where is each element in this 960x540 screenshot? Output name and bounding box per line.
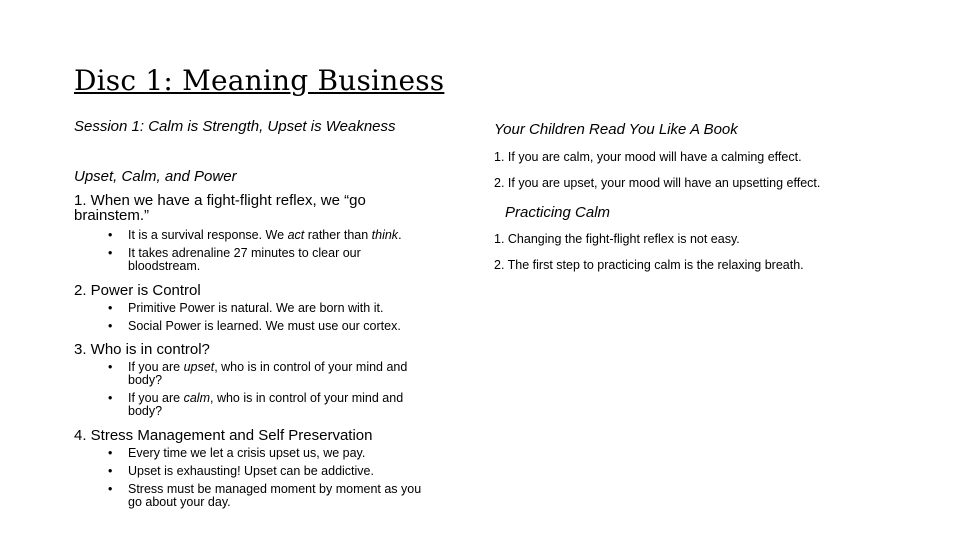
bullet-text: • It takes adrenaline 27 minutes to clear our (128, 246, 361, 260)
bullet-text: , who is in control of your mind and (214, 360, 408, 374)
bullet-text: body? (128, 404, 163, 418)
practicing-calm-heading: Practicing Calm (505, 204, 611, 221)
list-item: • Social Power is learned. We must use our cortex. (108, 320, 401, 333)
bullet-text: . (398, 228, 402, 242)
bullet-emphasis: calm (183, 391, 210, 405)
bullet-text: rather than (304, 228, 372, 242)
point-2-heading: 2. Power is Control (74, 282, 201, 299)
bullet-emphasis: act (287, 228, 305, 242)
point-2-bullets (108, 302, 401, 338)
session-subtitle: Session 1: Calm is Strength, Upset is Weakness (74, 118, 396, 135)
list-item (108, 247, 402, 273)
point-4-heading: 4. Stress Management and Self Preservation (74, 427, 373, 444)
section-subheading: Upset, Calm, and Power (74, 168, 237, 185)
right-item-1: 1. If you are calm, your mood will have a calming effect. (494, 150, 802, 164)
point-1-heading-line1: 1. When we have a fight-flight reflex, we “go (74, 192, 366, 209)
bullet-emphasis: think (371, 228, 399, 242)
bullet-text: It is a survival response. We (128, 228, 288, 242)
bullet-text: body? (128, 373, 163, 387)
list-item (108, 447, 421, 460)
list-item (108, 229, 402, 242)
point-1-heading (74, 193, 366, 223)
practice-item-2: 2. The first step to practicing calm is the relaxing breath. (494, 258, 804, 272)
bullet-text: • Stress must be managed moment by moment as you (128, 482, 422, 496)
list-item: • Primitive Power is natural. We are born with it. (108, 302, 401, 315)
point-4-bullets (108, 447, 421, 514)
point-3-heading: 3. Who is in control? (74, 341, 210, 358)
list-item (108, 392, 407, 418)
list-item (108, 483, 421, 509)
point-1-heading-line2: brainstem.” (74, 207, 150, 224)
list-item (108, 465, 421, 478)
right-item-2: 2. If you are upset, your mood will have an upsetting effect. (494, 176, 821, 190)
right-heading: Your Children Read You Like A Book (494, 121, 738, 138)
practice-item-1: 1. Changing the fight-flight reflex is not easy. (494, 232, 740, 246)
slide-title: Disc 1: Meaning Business (74, 64, 445, 97)
bullet-text: • Every time we let a crisis upset us, we pay. (128, 446, 366, 460)
bullet-text: If you are (128, 391, 184, 405)
bullet-text: , who is in control of your mind and (210, 391, 404, 405)
point-1-bullets (108, 229, 402, 278)
bullet-emphasis: upset (183, 360, 215, 374)
bullet-text: go about your day. (128, 495, 231, 509)
point-3-bullets (108, 361, 407, 423)
bullet-text: • Upset is exhausting! Upset can be addictive. (128, 464, 374, 478)
list-item (108, 361, 407, 387)
bullet-text: If you are (128, 360, 184, 374)
bullet-text: bloodstream. (128, 259, 201, 273)
